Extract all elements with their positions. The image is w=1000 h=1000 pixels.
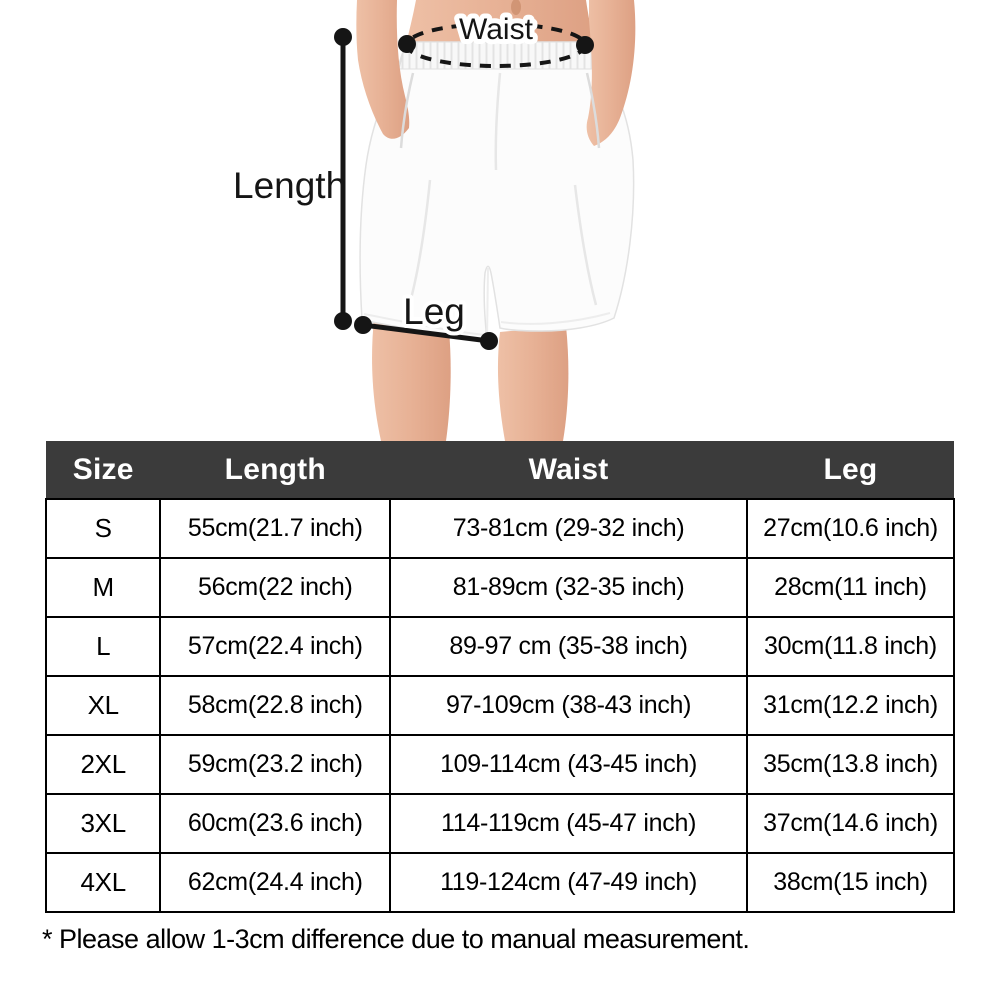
waist-cell: 97-109cm (38-43 inch)	[390, 676, 747, 735]
waist-cell: 73-81cm (29-32 inch)	[390, 499, 747, 558]
length-cell: 62cm(24.4 inch)	[160, 853, 390, 912]
column-header-leg: Leg	[747, 441, 954, 499]
table-row	[46, 558, 954, 617]
leg-cell: 27cm(10.6 inch)	[747, 499, 954, 558]
waist-cell: 119-124cm (47-49 inch)	[390, 853, 747, 912]
right-arm-graphic	[587, 0, 636, 146]
column-header-length: Length	[160, 441, 390, 499]
table-row	[46, 676, 954, 735]
waist-cell: 114-119cm (45-47 inch)	[390, 794, 747, 853]
leg-cell: 37cm(14.6 inch)	[747, 794, 954, 853]
table-row	[46, 499, 954, 558]
table-row	[46, 735, 954, 794]
size-chart-table	[45, 441, 955, 913]
waist-cell: 109-114cm (43-45 inch)	[390, 735, 747, 794]
size-cell: XL	[46, 676, 160, 735]
length-bottom-dot	[334, 312, 352, 330]
model-photo	[0, 0, 1000, 441]
size-cell: 3XL	[46, 794, 160, 853]
table-row	[46, 794, 954, 853]
leg-cell: 35cm(13.8 inch)	[747, 735, 954, 794]
size-cell: 2XL	[46, 735, 160, 794]
table-row	[46, 853, 954, 912]
length-cell: 57cm(22.4 inch)	[160, 617, 390, 676]
left-leg-graphic	[372, 319, 451, 441]
table-row	[46, 617, 954, 676]
measurement-diagram	[0, 0, 1000, 441]
measurement-note: * Please allow 1-3cm difference due to manual measurement.	[42, 924, 750, 954]
table-header-row	[46, 441, 954, 499]
waist-right-dot	[576, 36, 594, 54]
leg-cell: 31cm(12.2 inch)	[747, 676, 954, 735]
leg-left-dot	[354, 316, 372, 334]
waist-cell: 81-89cm (32-35 inch)	[390, 558, 747, 617]
leg-cell: 28cm(11 inch)	[747, 558, 954, 617]
size-cell: 4XL	[46, 853, 160, 912]
leg-label: Leg	[403, 291, 465, 332]
length-cell: 59cm(23.2 inch)	[160, 735, 390, 794]
size-cell: S	[46, 499, 160, 558]
length-top-dot	[334, 28, 352, 46]
waist-cell: 89-97 cm (35-38 inch)	[390, 617, 747, 676]
length-cell: 56cm(22 inch)	[160, 558, 390, 617]
leg-cell: 30cm(11.8 inch)	[747, 617, 954, 676]
column-header-size: Size	[46, 441, 160, 499]
waist-left-dot	[398, 35, 416, 53]
leg-right-dot	[480, 332, 498, 350]
waist-label: Waist	[459, 13, 533, 46]
leg-cell: 38cm(15 inch)	[747, 853, 954, 912]
right-leg-graphic	[498, 326, 568, 441]
size-cell: M	[46, 558, 160, 617]
length-cell: 60cm(23.6 inch)	[160, 794, 390, 853]
model-figure	[356, 0, 635, 441]
length-annotation	[233, 28, 352, 330]
column-header-waist: Waist	[390, 441, 747, 499]
length-cell: 58cm(22.8 inch)	[160, 676, 390, 735]
size-cell: L	[46, 617, 160, 676]
length-label: Length	[233, 165, 347, 206]
length-cell: 55cm(21.7 inch)	[160, 499, 390, 558]
